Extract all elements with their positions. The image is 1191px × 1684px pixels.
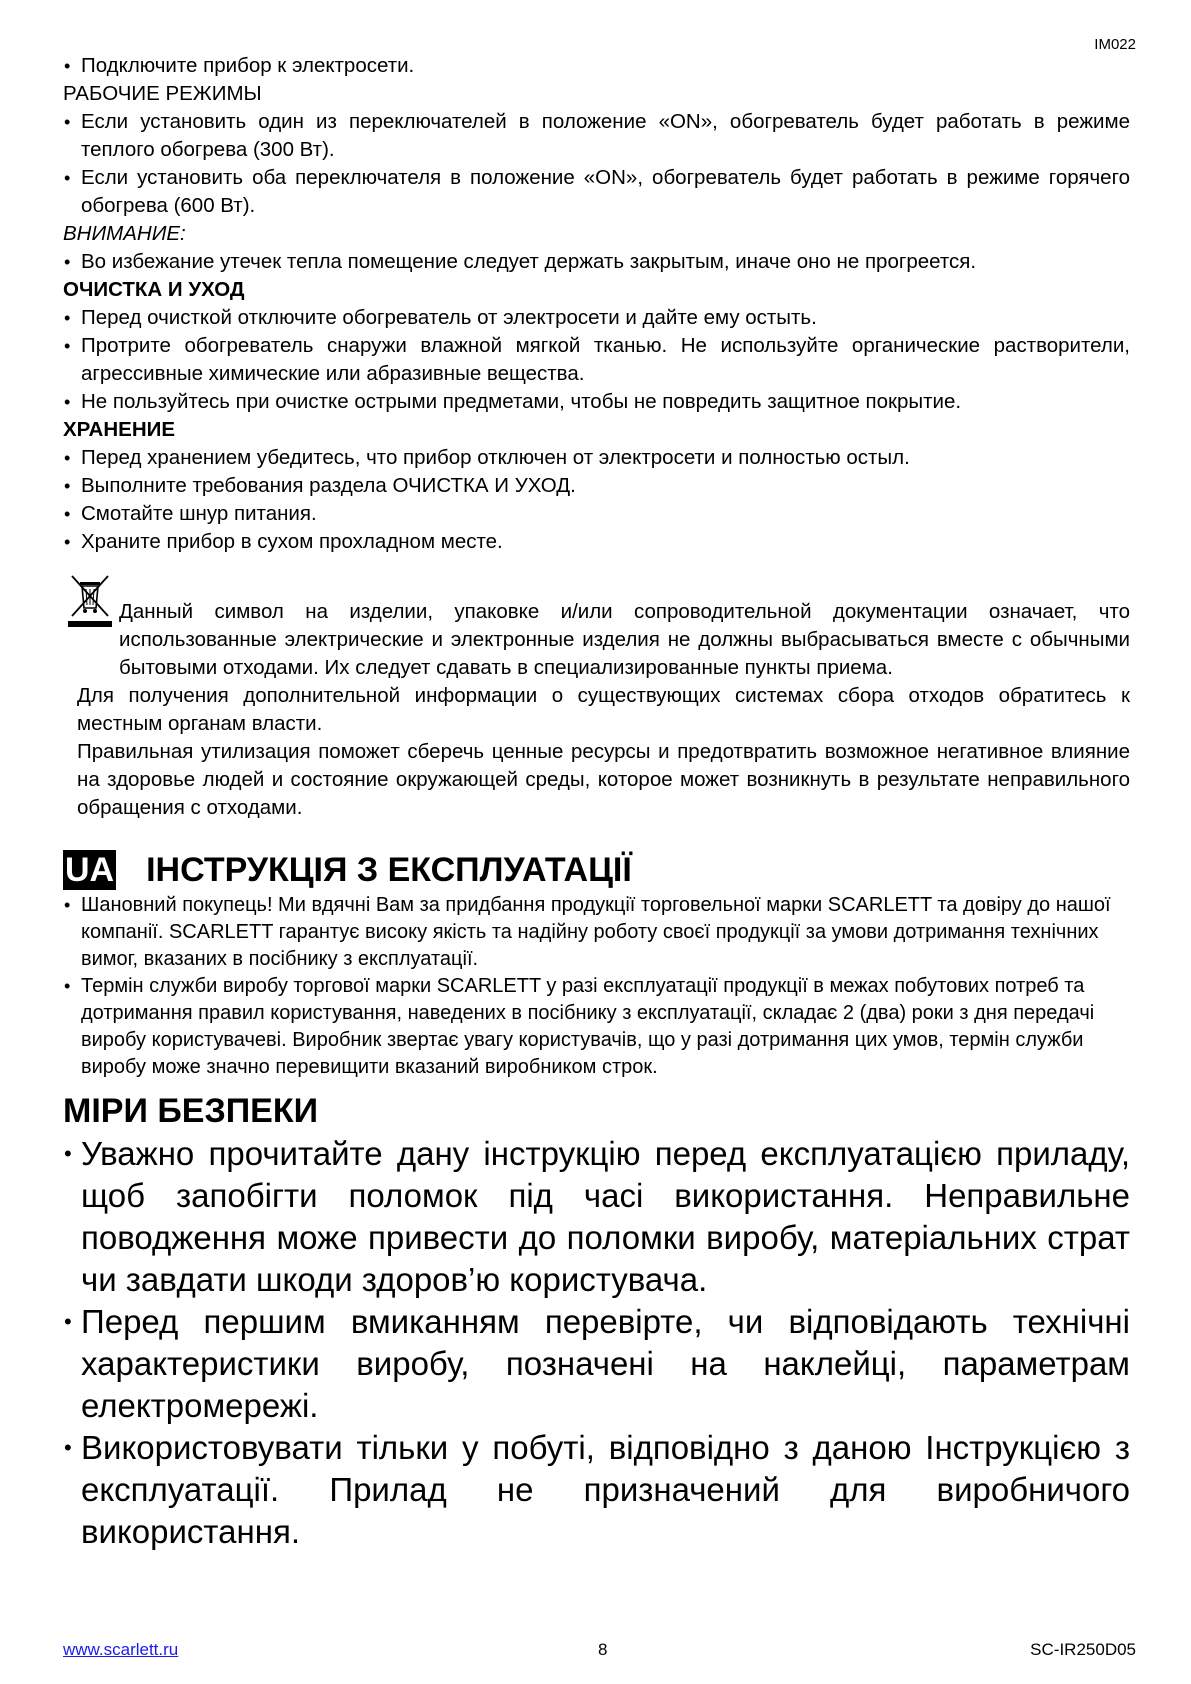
safety-heading: МІРИ БЕЗПЕКИ	[63, 1092, 319, 1130]
ua-intro-list	[63, 892, 1130, 1081]
list-item: • Перед хранением убедитесь, что прибор отключен от электросети и полностью остыл.	[63, 444, 1130, 472]
weee-symbol-block	[63, 574, 1130, 626]
recycling-paragraph-2: Для получения дополнительной информации о существующих системах сбора отходов обратитесь к местным органам власти.	[77, 684, 1130, 735]
list-item: • Подключите прибор к электросети.	[63, 52, 1130, 80]
recycling-paragraph-1: Данный символ на изделии, упаковке и/или сопроводительной документации означает, что использованные электрические и электронные изделия не должны выбрасываться вместе с обычными бытовыми отходами. Их следует сдавать в специализированные пункты приема.	[119, 600, 1130, 679]
page-number: 8	[598, 1640, 608, 1659]
cleaning-heading: ОЧИСТКА И УХОД	[63, 278, 245, 301]
list-item: • Уважно прочитайте дану інструкцію перед експлуатацією приладу, щоб запобігти поломок під часі використання. Неправильне поводження може привести до поломки виробу, матеріальних страт чи завдати шкоди здоров’ю користувача.	[63, 1133, 1130, 1301]
list-item: • Не пользуйтесь при очистке острыми предметами, чтобы не повредить защитное покрытие.	[63, 388, 1130, 416]
list-item: • Перед очисткой отключите обогреватель от электросети и дайте ему остыть.	[63, 304, 1130, 332]
recycling-paragraph-3: Правильная утилизация поможет сберечь ценные ресурсы и предотвратить возможное негативное влияние на здоровье людей и состояние окружающей среды, которое может возникнуть в результате неправильного обращения с отходами.	[77, 740, 1130, 819]
storage-heading: ХРАНЕНИЕ	[63, 418, 176, 441]
ua-title-text: ІНСТРУКЦІЯ З ЕКСПЛУАТАЦІЇ	[146, 850, 632, 889]
list-item: • Протрите обогреватель снаружи влажной мягкой тканью. Не используйте органические растворители, агрессивные химические или абразивные вещества.	[63, 332, 1130, 388]
list-item: • Если установить один из переключателей в положение «ON», обогреватель будет работать в режиме теплого обогрева (300 Вт).	[63, 108, 1130, 164]
model-code: IM022	[1094, 36, 1136, 53]
ua-section-title	[63, 848, 1130, 892]
list-item: • Если установить оба переключателя в положение «ON», обогреватель будет работать в режиме горячего обогрева (600 Вт).	[63, 164, 1130, 220]
storage-list	[63, 444, 1130, 556]
modes-heading: РАБОЧИЕ РЕЖИМЫ	[63, 82, 262, 105]
safety-list	[63, 1133, 1130, 1553]
list-item: • Термін служби виробу торгової марки SCARLETT у разі експлуатації продукції в межах побутових потреб та дотримання правил користування, наведених в посібнику з експлуатації, складає 2 (два) роки з дня передачі виробу користувачеві. Виробник звертає увагу користувачів, що у разі дотримання цих умов, термін служби виробу може значно перевищити вказаний виробником строк.	[63, 973, 1111, 1081]
attention-heading: ВНИМАНИЕ:	[63, 222, 186, 245]
list-item: • Выполните требования раздела ОЧИСТКА И УХОД.	[63, 472, 1130, 500]
website-link[interactable]: www.scarlett.ru	[63, 1640, 179, 1659]
attention-list	[63, 248, 1130, 276]
page-content	[63, 52, 1130, 1553]
list-item: • Смотайте шнур питания.	[63, 500, 1130, 528]
list-item: • Во избежание утечек тепла помещение следует держать закрытым, иначе оно не прогреется.	[63, 248, 1130, 276]
ua-language-badge: UA	[65, 851, 115, 889]
list-item: • Використовувати тільки у побуті, відповідно з даною Інструкцією з експлуатації. Прилад не призначений для виробничого використання.	[63, 1427, 1130, 1553]
list-item: • Храните прибор в сухом прохладном месте.	[63, 528, 1130, 556]
connect-list	[63, 52, 1130, 80]
list-item: • Шановний покупець! Ми вдячні Вам за придбання продукції торговельної марки SCARLETT та довіру до нашої компанії. SCARLETT гарантує високу якість та надійну роботу своєї продукції за умови дотримання технічних вимог, вказаних в посібнику з експлуатації.	[63, 892, 1111, 973]
footer-model: SC-IR250D05	[1030, 1640, 1136, 1659]
cleaning-list	[63, 304, 1130, 416]
page-footer	[63, 1640, 1136, 1664]
crossed-bin-icon	[68, 574, 112, 628]
list-item: • Перед першим вмиканням перевірте, чи відповідають технічні характеристики виробу, позначені на наклейці, параметрам електромережі.	[63, 1301, 1130, 1427]
modes-list	[63, 108, 1130, 220]
